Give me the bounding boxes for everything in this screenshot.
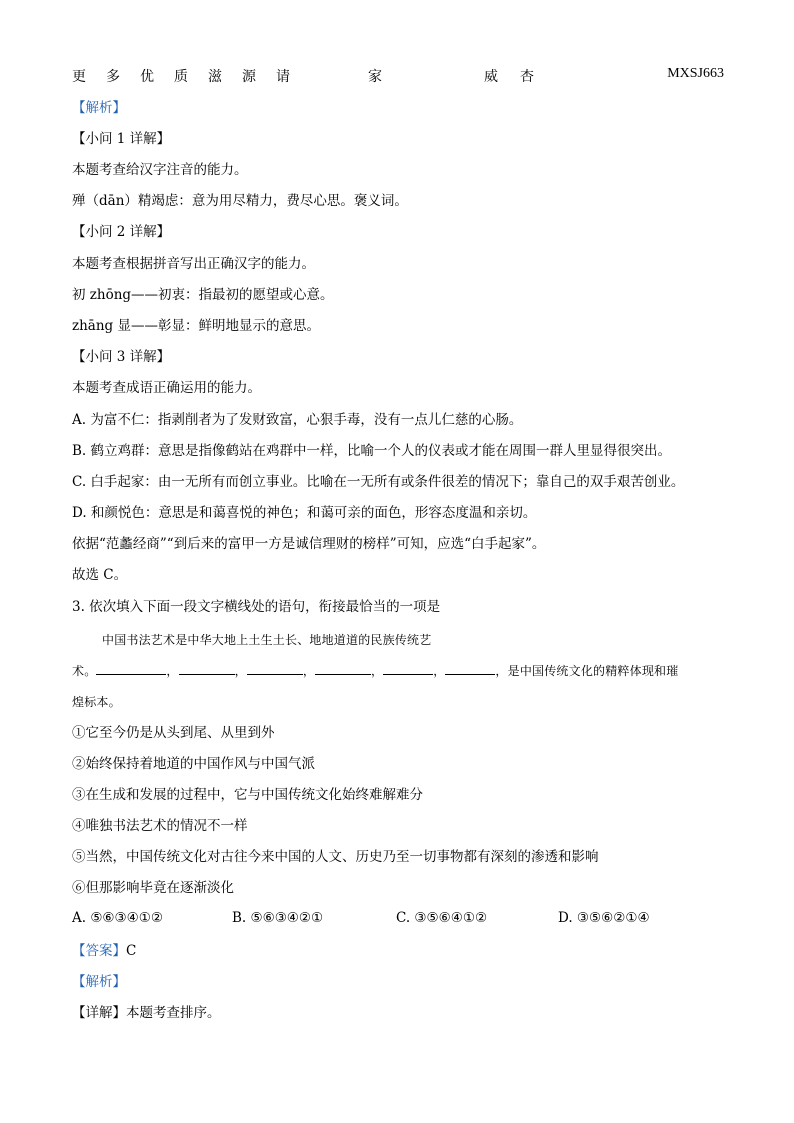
analysis-heading: 【解析】 <box>72 974 126 990</box>
header-char: 多 <box>106 69 120 85</box>
detail-line <box>72 1003 221 1023</box>
text-line: 殚（dān）精竭虑：意为用尽精力，费尽心思。褒义词。 <box>72 193 408 209</box>
header-char: 请 <box>276 69 290 85</box>
passage-fragment: ，是中国传统文化的精粹体现和璀 <box>495 664 679 678</box>
sentence-item: ④唯独书法艺术的情况不一样 <box>72 818 248 834</box>
text-line: 本题考查根据拼音写出正确汉字的能力。 <box>72 256 315 272</box>
header-char: 更 <box>72 69 86 85</box>
header-char: 家 <box>368 69 382 85</box>
text-line: 初 zhōng——初衷：指最初的愿望或心意。 <box>72 287 334 303</box>
page-header <box>72 66 724 86</box>
blank <box>96 662 166 675</box>
header-char: 滋 <box>208 69 222 85</box>
sentence-item: ②始终保持着地道的中国作风与中国气派 <box>72 756 315 772</box>
header-code: MXSJ663 <box>667 66 724 81</box>
passage-fragment: 术。 <box>72 664 97 678</box>
blank <box>179 662 235 675</box>
option-explanation: D. 和颜悦色：意思是和蔼喜悦的神色；和蔼可亲的面色，形容态度温和亲切。 <box>72 505 537 521</box>
detail-text: 本题考查排序。 <box>126 1005 221 1021</box>
passage-line-with-blanks: 术。 ， ， ， ， ， ，是中国传统文化的精粹体现和璀 <box>72 664 679 678</box>
header-char: 杏 <box>520 69 534 85</box>
option-explanation: A. 为富不仁：指剥削者为了发财致富，心狠手毒，没有一点儿仁慈的心肠。 <box>72 412 523 428</box>
passage-line: 煌标本。 <box>72 695 121 709</box>
subquestion-2-title: 【小问 2 详解】 <box>72 224 171 240</box>
sentence-item: ①它至今仍是从头到尾、从里到外 <box>72 725 275 741</box>
blank <box>445 662 495 675</box>
subquestion-3-title: 【小问 3 详解】 <box>72 349 171 365</box>
subquestion-1-title: 【小问 1 详解】 <box>72 131 171 147</box>
answer-label: 【答案】 <box>72 943 126 959</box>
text-line: zhāng 显——彰显：鲜明地显示的意思。 <box>72 318 320 334</box>
analysis-heading: 【解析】 <box>72 100 126 116</box>
text-line: 故选 C。 <box>72 567 128 583</box>
sentence-item: ③在生成和发展的过程中，它与中国传统文化始终难解难分 <box>72 787 423 803</box>
blank <box>383 662 433 675</box>
choice-d: D. ③⑤⑥②①④ <box>558 910 650 926</box>
choice-a: A. ⑤⑥③④①② <box>72 910 163 926</box>
text-line: 依据“范蠡经商”“到后来的富甲一方是诚信理财的榜样”可知，应选“白手起家”。 <box>72 536 546 552</box>
header-char: 威 <box>484 69 498 85</box>
option-explanation: C. 白手起家：由一无所有而创立事业。比喻在一无所有或条件很差的情况下；靠自己的双手艰苦创业。 <box>72 474 685 490</box>
sentence-item: ⑥但那影响毕竟在逐渐淡化 <box>72 880 234 896</box>
sentence-item: ⑤当然，中国传统文化对古往今来中国的人文、历史乃至一切事物都有深刻的渗透和影响 <box>72 849 599 865</box>
text-line: 本题考查成语正确运用的能力。 <box>72 380 261 396</box>
choice-c: C. ③⑤⑥④①② <box>396 910 488 926</box>
header-char: 质 <box>174 69 188 85</box>
header-char: 源 <box>242 69 256 85</box>
text-line: 本题考查给汉字注音的能力。 <box>72 162 248 178</box>
header-char: 优 <box>140 69 154 85</box>
answer-line <box>72 941 136 961</box>
blank <box>247 662 303 675</box>
answer-value: C <box>126 943 137 959</box>
question-3-stem: 3. 依次填入下面一段文字横线处的语句，衔接最恰当的一项是 <box>72 599 441 615</box>
blank <box>315 662 371 675</box>
choice-b: B. ⑤⑥③④②① <box>232 910 324 926</box>
option-explanation: B. 鹤立鸡群：意思是指像鹤站在鸡群中一样，比喻一个人的仪表或才能在周围一群人里显得很突出。 <box>72 443 672 459</box>
detail-label: 【详解】 <box>72 1005 126 1021</box>
passage-line: 中国书法艺术是中华大地上土生土长、地地道道的民族传统艺 <box>102 633 432 647</box>
